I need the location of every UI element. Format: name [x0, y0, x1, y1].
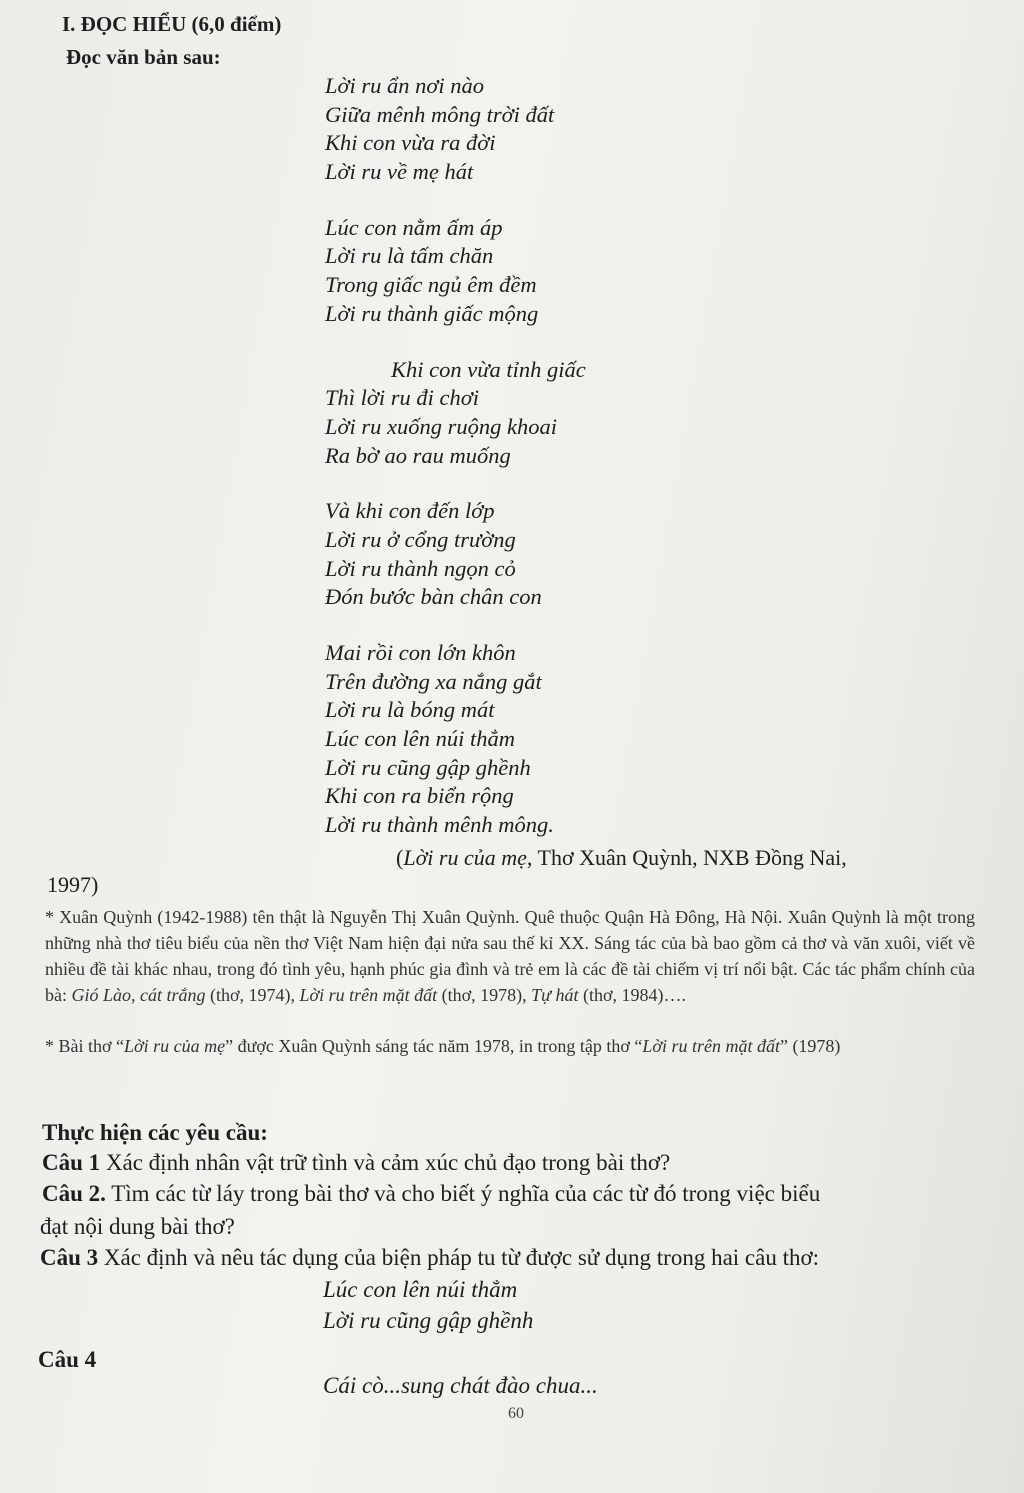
work-title: Lời ru trên mặt đất: [642, 1036, 780, 1056]
section-title: I. ĐỌC HIỂU (6,0 điểm): [62, 12, 282, 36]
poem-line: Lời ru xuống ruộng khoai: [325, 413, 558, 439]
work-info: (thơ, 1978),: [437, 985, 532, 1005]
author-note: [45, 904, 975, 1008]
question-label: Câu 3: [40, 1245, 99, 1270]
question-2: [42, 1181, 820, 1207]
question-2-cont: đạt nội dung bài thơ?: [40, 1214, 235, 1239]
work-title: Tự hát: [531, 985, 579, 1005]
poem-note-text: ” được Xuân Quỳnh sáng tác năm 1978, in trong tập thơ “: [225, 1036, 643, 1056]
poem-note: [45, 1033, 975, 1059]
poem-line: Ra bờ ao rau muống: [325, 442, 511, 468]
stanza-2: [325, 214, 586, 329]
poem-line: Lúc con nằm ấm áp: [325, 214, 503, 240]
poem-line: Khi con vừa tỉnh giấc: [391, 356, 586, 382]
work-info: (thơ, 1984)….: [578, 985, 687, 1005]
question-text: Xác định nhân vật trữ tình và cảm xúc chủ đạo trong bài thơ?: [100, 1150, 671, 1175]
poem-line: Lời ru thành ngọn cỏ: [325, 555, 516, 581]
question-label: Câu 1: [42, 1150, 101, 1175]
question-1: [42, 1150, 670, 1176]
question-label: Câu 4: [38, 1347, 97, 1372]
poem-source: [396, 845, 847, 871]
stanza-5: [325, 639, 586, 840]
source-publisher: , Thơ Xuân Quỳnh, NXB Đồng Nai,: [526, 845, 847, 870]
work-title: Gió Lào, cát trắng: [71, 985, 206, 1005]
poem-line: Khi con vừa ra đời: [325, 130, 496, 156]
poem-line: Khi con ra biển rộng: [325, 783, 514, 809]
stanza-3: [325, 356, 586, 471]
question-3-verse-2: Lời ru cũng gập ghềnh: [323, 1308, 534, 1333]
source-year: 1997): [47, 872, 99, 897]
poem-line: Lời ru ẩn nơi nào: [325, 73, 485, 98]
poem-line: Lúc con lên núi thẳm: [325, 726, 515, 752]
poem-line: Lời ru là bóng mát: [325, 697, 495, 723]
poem: [325, 72, 586, 867]
author-note-text: * Xuân Quỳnh (1942-1988) tên thật là Nguyễn Thị Xuân Quỳnh. Quê thuộc Quận Hà Đông, Hà Nội. Xuân Quỳnh là một trong những nhà thơ tiêu biểu của nền thơ Việt Nam hiện đại nửa sau thế kỉ XX. Sáng tác của bà bao gồm cả thơ và văn xuôi, viết về nhiều đề tài khác nhau, trong đó tình yêu, hạnh phúc gia đình và trẻ em là các đề tài chiếm vị trí nổi bật. Các tác phẩm chính của bà:: [45, 907, 975, 1005]
question-label: Câu 2.: [42, 1181, 106, 1206]
question-3: [40, 1245, 819, 1271]
work-title: Lời ru của mẹ: [124, 1036, 226, 1056]
question-3-verse-1: Lúc con lên núi thẳm: [323, 1277, 518, 1302]
poem-line: Thì lời ru đi chơi: [325, 385, 480, 411]
poem-line: Và khi con đến lớp: [325, 498, 495, 524]
poem-line: Lời ru ở cổng trường: [325, 526, 516, 552]
question-text: Tìm các từ láy trong bài thơ và cho biết ý nghĩa của các từ đó trong việc biểu: [105, 1181, 821, 1206]
poem-line: Lời ru thành mênh mông.: [325, 812, 554, 838]
source-paren: (: [396, 845, 404, 870]
stanza-1: [325, 72, 586, 187]
poem-line: Lời ru cũng gập ghềnh: [325, 754, 531, 780]
read-instruction: Đọc văn bản sau:: [66, 45, 221, 69]
question-4-verse: Cái cò...sung chát đào chua...: [323, 1373, 598, 1398]
poem-line: Trên đường xa nắng gắt: [325, 668, 542, 694]
page-number: 60: [508, 1405, 524, 1422]
source-work-title: Lời ru của mẹ: [403, 845, 527, 870]
poem-line: Lời ru về mẹ hát: [325, 159, 474, 185]
poem-line: Lời ru thành giấc mộng: [325, 300, 539, 326]
requirements-title: Thực hiện các yêu cầu:: [42, 1120, 268, 1145]
work-info: (thơ, 1974),: [205, 985, 300, 1005]
work-title: Lời ru trên mặt đất: [299, 985, 438, 1005]
poem-line: Đón bước bàn chân con: [325, 584, 542, 610]
poem-note-text: * Bài thơ “: [45, 1036, 125, 1056]
question-4: [38, 1347, 96, 1373]
poem-line: Giữa mênh mông trời đất: [325, 101, 555, 127]
poem-line: Mai rồi con lớn khôn: [325, 640, 516, 665]
stanza-4: [325, 497, 586, 612]
poem-line: Trong giấc ngủ êm đềm: [325, 272, 537, 298]
question-text: Xác định và nêu tác dụng của biện pháp tu từ được sử dụng trong hai câu thơ:: [98, 1245, 820, 1270]
poem-note-text: ” (1978): [779, 1036, 841, 1056]
poem-line: Lời ru là tấm chăn: [325, 243, 494, 269]
